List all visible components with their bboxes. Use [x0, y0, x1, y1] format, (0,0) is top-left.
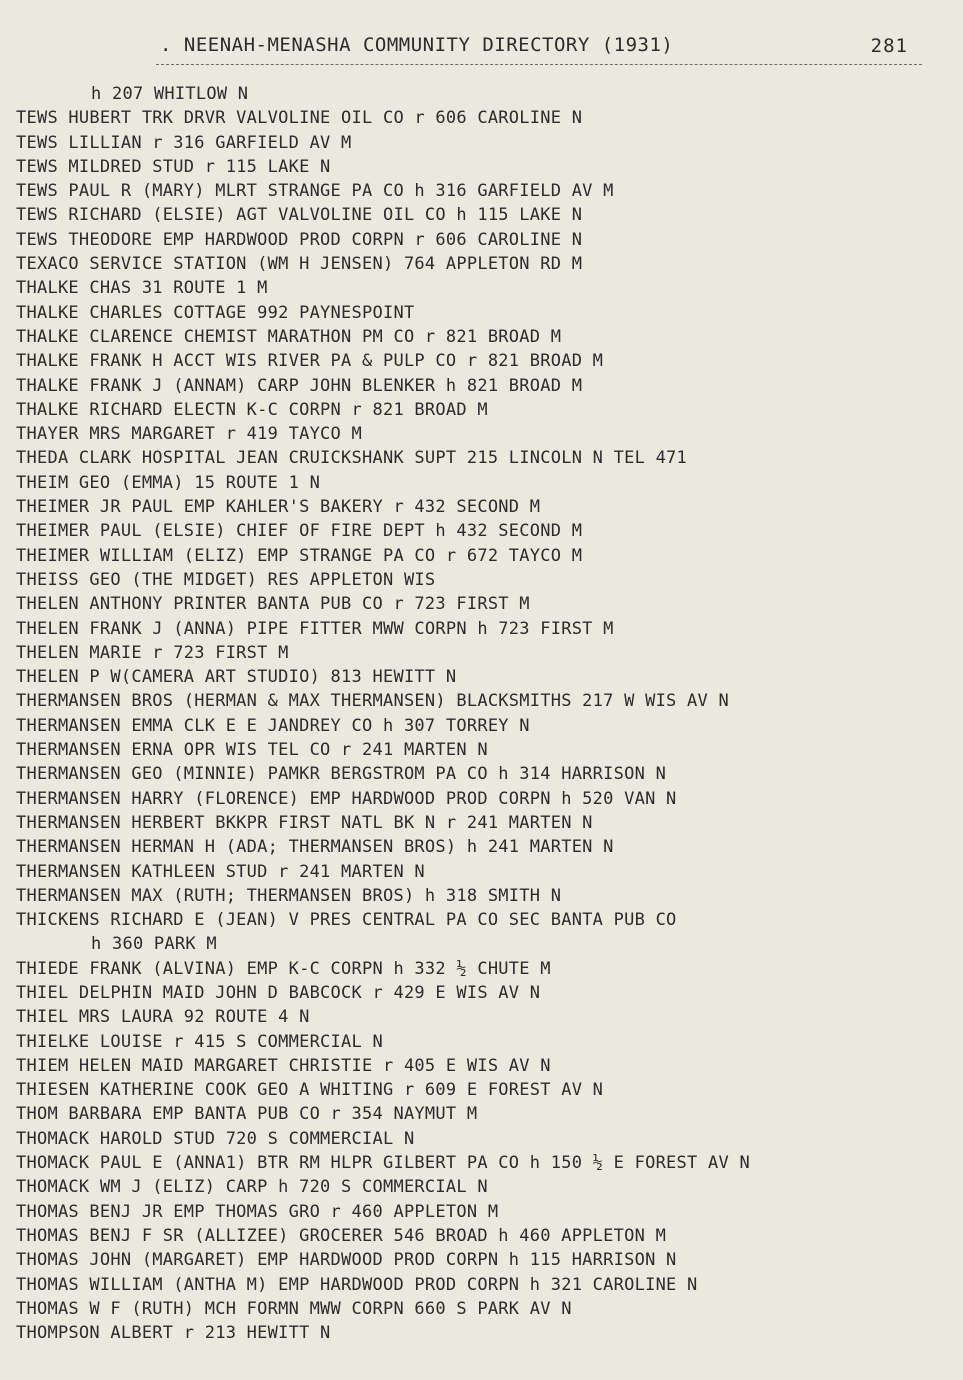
directory-entry: THAYER MRS MARGARET r 419 TAYCO M [16, 424, 363, 445]
directory-entry: THELEN P W(CAMERA ART STUDIO) 813 HEWITT N [16, 667, 457, 688]
directory-entry: THALKE RICHARD ELECTN K-C CORPN r 821 BROAD M [16, 399, 488, 420]
directory-entry: THALKE CLARENCE CHEMIST MARATHON PM CO r 821 BROAD M [16, 326, 562, 347]
directory-entry: THOMACK HAROLD STUD 720 S COMMERCIAL N [16, 1128, 415, 1149]
page-header [160, 32, 930, 62]
directory-entry: THOMAS BENJ F SR (ALLIZEE) GROCERER 546 BROAD h 460 APPLETON M [16, 1225, 667, 1246]
directory-entry: THEIM GEO (EMMA) 15 ROUTE 1 N [16, 472, 321, 493]
directory-entry: THELEN MARIE r 723 FIRST M [16, 642, 289, 663]
directory-entry: THERMANSEN GEO (MINNIE) PAMKR BERGSTROM PA CO h 314 HARRISON N [16, 764, 667, 785]
directory-entry: THIESEN KATHERINE COOK GEO A WHITING r 609 E FOREST AV N [16, 1080, 604, 1101]
directory-entry: TEWS RICHARD (ELSIE) AGT VALVOLINE OIL CO h 115 LAKE N [16, 205, 583, 226]
directory-entry: THIEL DELPHIN MAID JOHN D BABCOCK r 429 E WIS AV N [16, 982, 541, 1003]
directory-entry: THALKE FRANK J (ANNAM) CARP JOHN BLENKER h 821 BROAD M [16, 375, 583, 396]
directory-entry: THERMANSEN HERBERT BKKPR FIRST NATL BK N r 241 MARTEN N [16, 812, 593, 833]
directory-entry: THERMANSEN HARRY (FLORENCE) EMP HARDWOOD PROD CORPN h 520 VAN N [16, 788, 677, 809]
directory-entry: THERMANSEN MAX (RUTH; THERMANSEN BROS) h 318 SMITH N [16, 885, 562, 906]
directory-entry: THERMANSEN KATHLEEN STUD r 241 MARTEN N [16, 861, 425, 882]
header-rule [156, 64, 922, 65]
directory-entry: THICKENS RICHARD E (JEAN) V PRES CENTRAL PA CO SEC BANTA PUB CO [16, 910, 677, 931]
directory-entry: THIEL MRS LAURA 92 ROUTE 4 N [16, 1007, 310, 1028]
directory-entry: TEWS THEODORE EMP HARDWOOD PROD CORPN r 606 CAROLINE N [16, 229, 583, 250]
directory-entry: TEWS HUBERT TRK DRVR VALVOLINE OIL CO r 606 CAROLINE N [16, 108, 583, 129]
directory-entry: TEXACO SERVICE STATION (WM H JENSEN) 764 APPLETON RD M [16, 254, 583, 275]
directory-entry: THERMANSEN HERMAN H (ADA; THERMANSEN BROS) h 241 MARTEN N [16, 837, 614, 858]
directory-entry: THERMANSEN ERNA OPR WIS TEL CO r 241 MARTEN N [16, 740, 488, 761]
directory-entry: THEISS GEO (THE MIDGET) RES APPLETON WIS [16, 569, 436, 590]
directory-entry: THOMAS W F (RUTH) MCH FORMN MWW CORPN 660 S PARK AV N [16, 1298, 572, 1319]
directory-entry: THALKE CHAS 31 ROUTE 1 M [16, 278, 268, 299]
directory-entry: THERMANSEN EMMA CLK E E JANDREY CO h 307 TORREY N [16, 715, 530, 736]
directory-entry: h 207 WHITLOW N [91, 84, 249, 104]
directory-entry: THIEM HELEN MAID MARGARET CHRISTIE r 405 E WIS AV N [16, 1055, 551, 1076]
directory-entry: THOMACK PAUL E (ANNA1) BTR RM HLPR GILBERT PA CO h 150 ½ E FOREST AV N [16, 1153, 750, 1174]
directory-entry: THERMANSEN BROS (HERMAN & MAX THERMANSEN) BLACKSMITHS 217 W WIS AV N [16, 691, 729, 712]
directory-entry: TEWS PAUL R (MARY) MLRT STRANGE PA CO h 316 GARFIELD AV M [16, 181, 614, 202]
directory-entry: THOMPSON ALBERT r 213 HEWITT N [16, 1323, 331, 1344]
directory-entry: THELEN ANTHONY PRINTER BANTA PUB CO r 723 FIRST M [16, 594, 530, 615]
directory-entry: TEWS MILDRED STUD r 115 LAKE N [16, 156, 331, 177]
directory-entry: THOMAS WILLIAM (ANTHA M) EMP HARDWOOD PROD CORPN h 321 CAROLINE N [16, 1274, 698, 1295]
running-title: . NEENAH-MENASHA COMMUNITY DIRECTORY (1931) [160, 34, 674, 56]
directory-entry: THOMACK WM J (ELIZ) CARP h 720 S COMMERCIAL N [16, 1177, 488, 1198]
directory-entry: THOMAS BENJ JR EMP THOMAS GRO r 460 APPLETON M [16, 1201, 499, 1222]
directory-entry: THOMAS JOHN (MARGARET) EMP HARDWOOD PROD CORPN h 115 HARRISON N [16, 1250, 677, 1271]
directory-entry: THALKE CHARLES COTTAGE 992 PAYNESPOINT [16, 302, 415, 323]
page-number: 281 [870, 35, 908, 57]
directory-entry: THEIMER JR PAUL EMP KAHLER'S BAKERY r 432 SECOND M [16, 497, 541, 518]
directory-entry: TEWS LILLIAN r 316 GARFIELD AV M [16, 132, 352, 153]
directory-entry: THELEN FRANK J (ANNA) PIPE FITTER MWW CORPN h 723 FIRST M [16, 618, 614, 639]
directory-entry: THEIMER PAUL (ELSIE) CHIEF OF FIRE DEPT h 432 SECOND M [16, 521, 583, 542]
directory-entry: THALKE FRANK H ACCT WIS RIVER PA & PULP CO r 821 BROAD M [16, 351, 604, 372]
directory-entry: h 360 PARK M [91, 934, 217, 955]
directory-entry: THEIMER WILLIAM (ELIZ) EMP STRANGE PA CO r 672 TAYCO M [16, 545, 583, 566]
directory-entry: THOM BARBARA EMP BANTA PUB CO r 354 NAYMUT M [16, 1104, 478, 1125]
directory-entry: THIELKE LOUISE r 415 S COMMERCIAL N [16, 1031, 383, 1052]
directory-entries [16, 82, 956, 1345]
directory-entry: THIEDE FRANK (ALVINA) EMP K-C CORPN h 332 ½ CHUTE M [16, 958, 551, 979]
directory-entry: THEDA CLARK HOSPITAL JEAN CRUICKSHANK SUPT 215 LINCOLN N TEL 471 [16, 448, 688, 469]
